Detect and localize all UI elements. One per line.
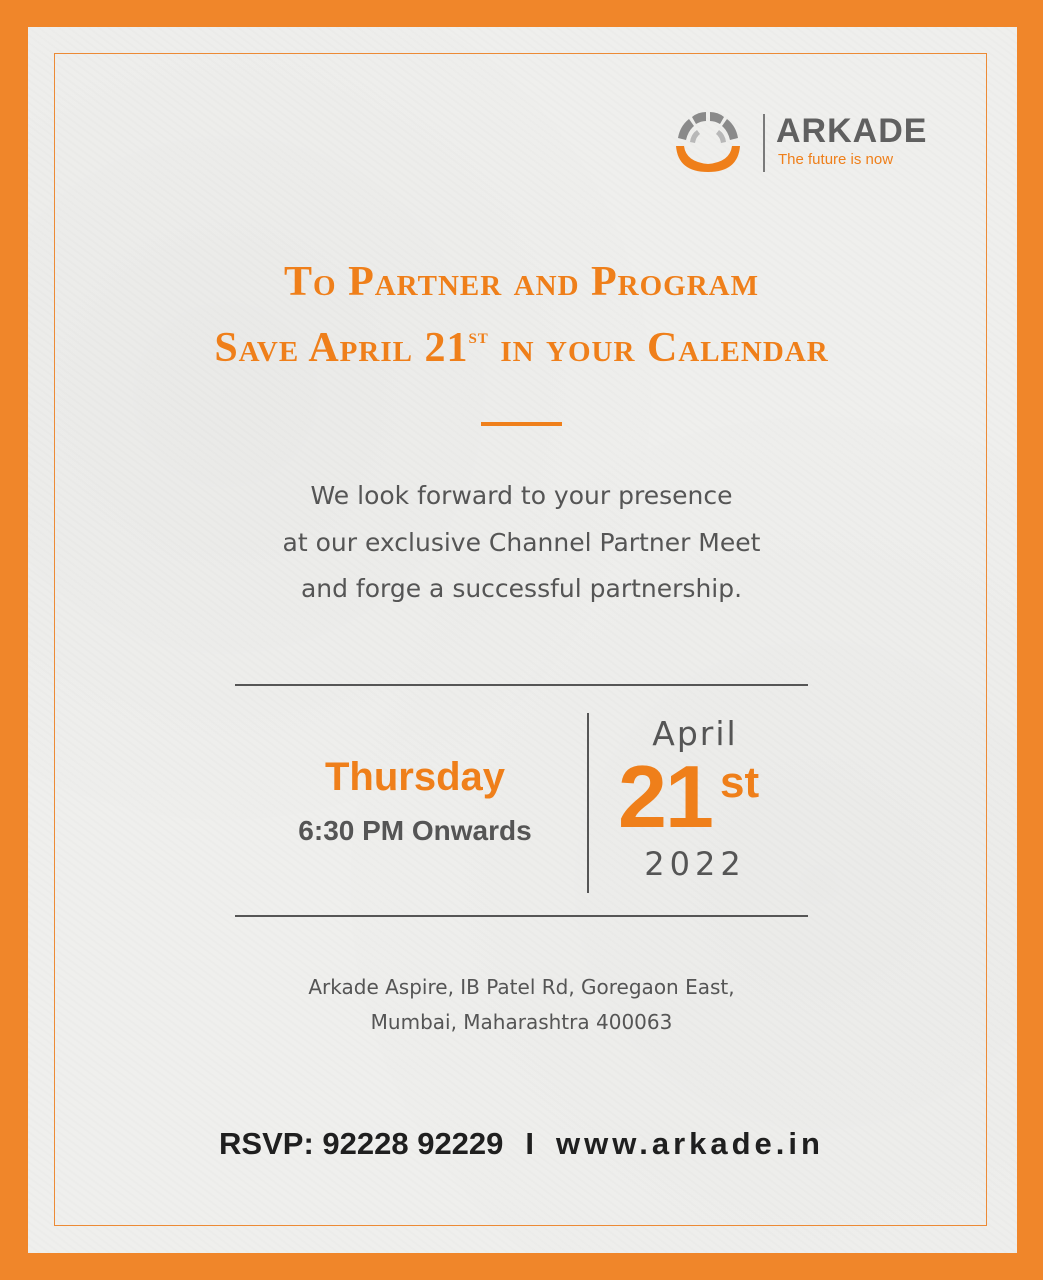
event-time: 6:30 PM Onwards <box>298 815 532 846</box>
event-date: 21 <box>618 747 712 846</box>
divider-vertical <box>587 713 589 893</box>
inner-frame <box>54 53 987 1226</box>
divider-bottom <box>235 915 808 917</box>
website-link[interactable]: www.arkade.in <box>556 1126 824 1161</box>
accent-rule <box>481 422 562 426</box>
event-day: Thursday <box>324 755 506 799</box>
divider-top <box>235 684 808 686</box>
address-line-2: Mumbai, Maharashtra 400063 <box>370 1010 673 1034</box>
event-date-suffix: st <box>720 758 760 807</box>
headline-line-2-prefix: Save April 21 <box>214 325 469 371</box>
arkade-logo-mark-icon <box>668 106 748 176</box>
rsvp-phone[interactable]: RSVP: 92228 92229 <box>219 1126 504 1161</box>
intro-line-2: at our exclusive Channel Partner Meet <box>282 528 761 557</box>
intro-line-1: We look forward to your presence <box>310 481 733 510</box>
brand-tagline: The future is now <box>778 151 894 168</box>
address-line-1: Arkade Aspire, IB Patel Rd, Goregaon East, <box>308 975 735 999</box>
arkade-logo <box>668 106 958 178</box>
event-year: 2022 <box>644 845 746 883</box>
logo-divider <box>763 114 765 172</box>
intro-line-3: and forge a successful partnership. <box>300 574 743 603</box>
headline-line-2 <box>0 323 1043 372</box>
headline-line-1: To Partner and Program <box>284 259 759 305</box>
headline-line-2-ordinal: st <box>468 323 489 348</box>
footer <box>0 1126 1043 1162</box>
event-month: April <box>652 714 738 753</box>
headline-line-2-suffix: in your Calendar <box>488 325 829 371</box>
footer-separator: I <box>525 1126 535 1161</box>
brand-name: ARKADE <box>776 112 928 150</box>
